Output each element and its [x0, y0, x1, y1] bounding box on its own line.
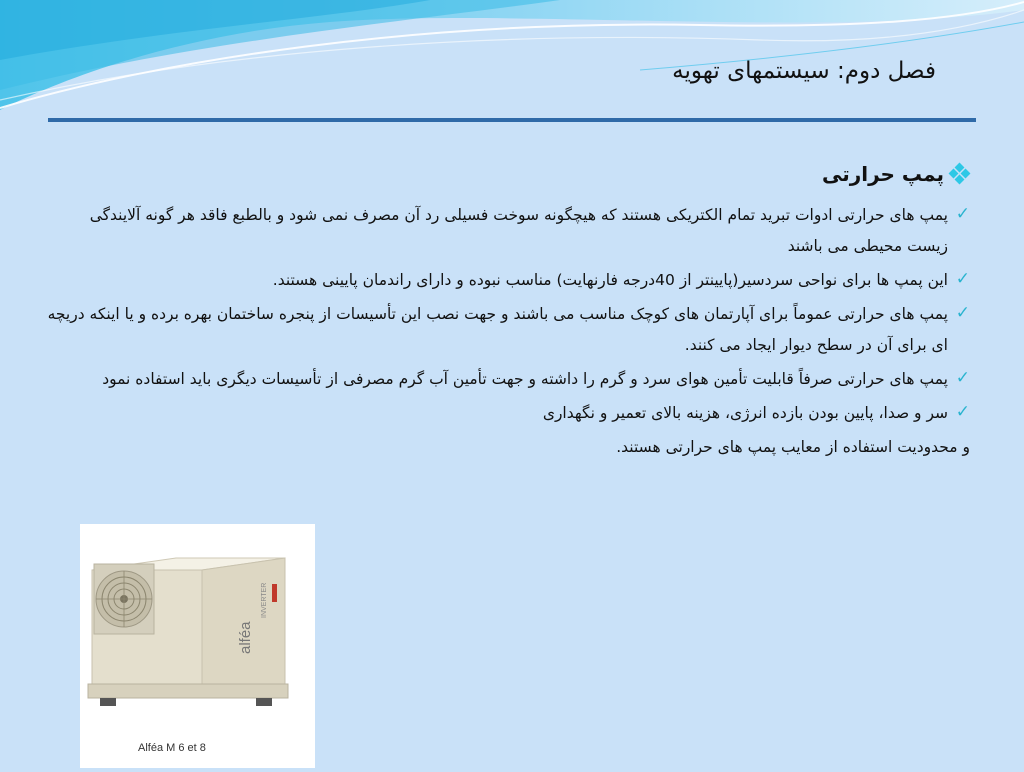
inverter-text: INVERTER	[261, 582, 268, 618]
list-item	[45, 265, 970, 296]
section-heading-text: پمپ حرارتی	[821, 162, 944, 186]
list-item	[45, 364, 970, 395]
check-icon: ✓	[955, 204, 970, 224]
section-heading	[45, 162, 970, 186]
logo-mark	[272, 584, 277, 602]
bullet-list	[45, 200, 970, 429]
list-item-text: پمپ های حرارتی ادوات تبرید تمام الکتریکی هستند که هیچگونه سوخت فسیلی رد آن مصرف نمی شود و بالطبع فاقد هر گونه آلایندگی زیست محیطی می باشند	[89, 206, 948, 255]
chapter-title: فصل دوم: سیستمهای تهویه	[672, 58, 936, 84]
trailing-text: و محدودیت استفاده از معایب پمپ های حرارتی هستند.	[616, 438, 970, 456]
list-item-text: پمپ های حرارتی عموماً برای آپارتمان های کوچک مناسب می باشند و جهت نصب این تأسیسات از پنجره ساختمان بهره برده و یا اینکه دریچه ای برای آن در سطح دیوار ایجاد می کنند.	[47, 305, 948, 354]
heat-pump-photo	[80, 524, 315, 768]
check-icon: ✓	[955, 269, 970, 289]
check-icon: ✓	[955, 402, 970, 422]
diamond-icon	[950, 164, 970, 184]
brand-text: alféa	[237, 621, 254, 654]
list-item	[45, 398, 970, 429]
photo-caption: Alféa M 6 et 8	[138, 742, 206, 754]
check-icon: ✓	[955, 368, 970, 388]
heat-pump-illustration	[80, 524, 315, 768]
title-divider	[48, 118, 976, 122]
list-item-text: پمپ های حرارتی صرفاً قابلیت تأمین هوای سرد و گرم را داشته و جهت تأمین آب گرم مصرفی از تأسیسات دیگری باید استفاده نمود	[102, 370, 948, 388]
list-item-text: این پمپ ها برای نواحی سردسیر(پایینتر از 40درجه فارنهایت) مناسب نبوده و دارای راندمان پایینی هستند.	[272, 271, 948, 289]
list-item	[45, 200, 970, 262]
check-icon: ✓	[955, 303, 970, 323]
list-item	[45, 299, 970, 361]
slide-content	[45, 162, 970, 463]
list-item-text: سر و صدا، پایین بودن بازده انرژی، هزینه بالای تعمیر و نگهداری	[542, 404, 948, 422]
